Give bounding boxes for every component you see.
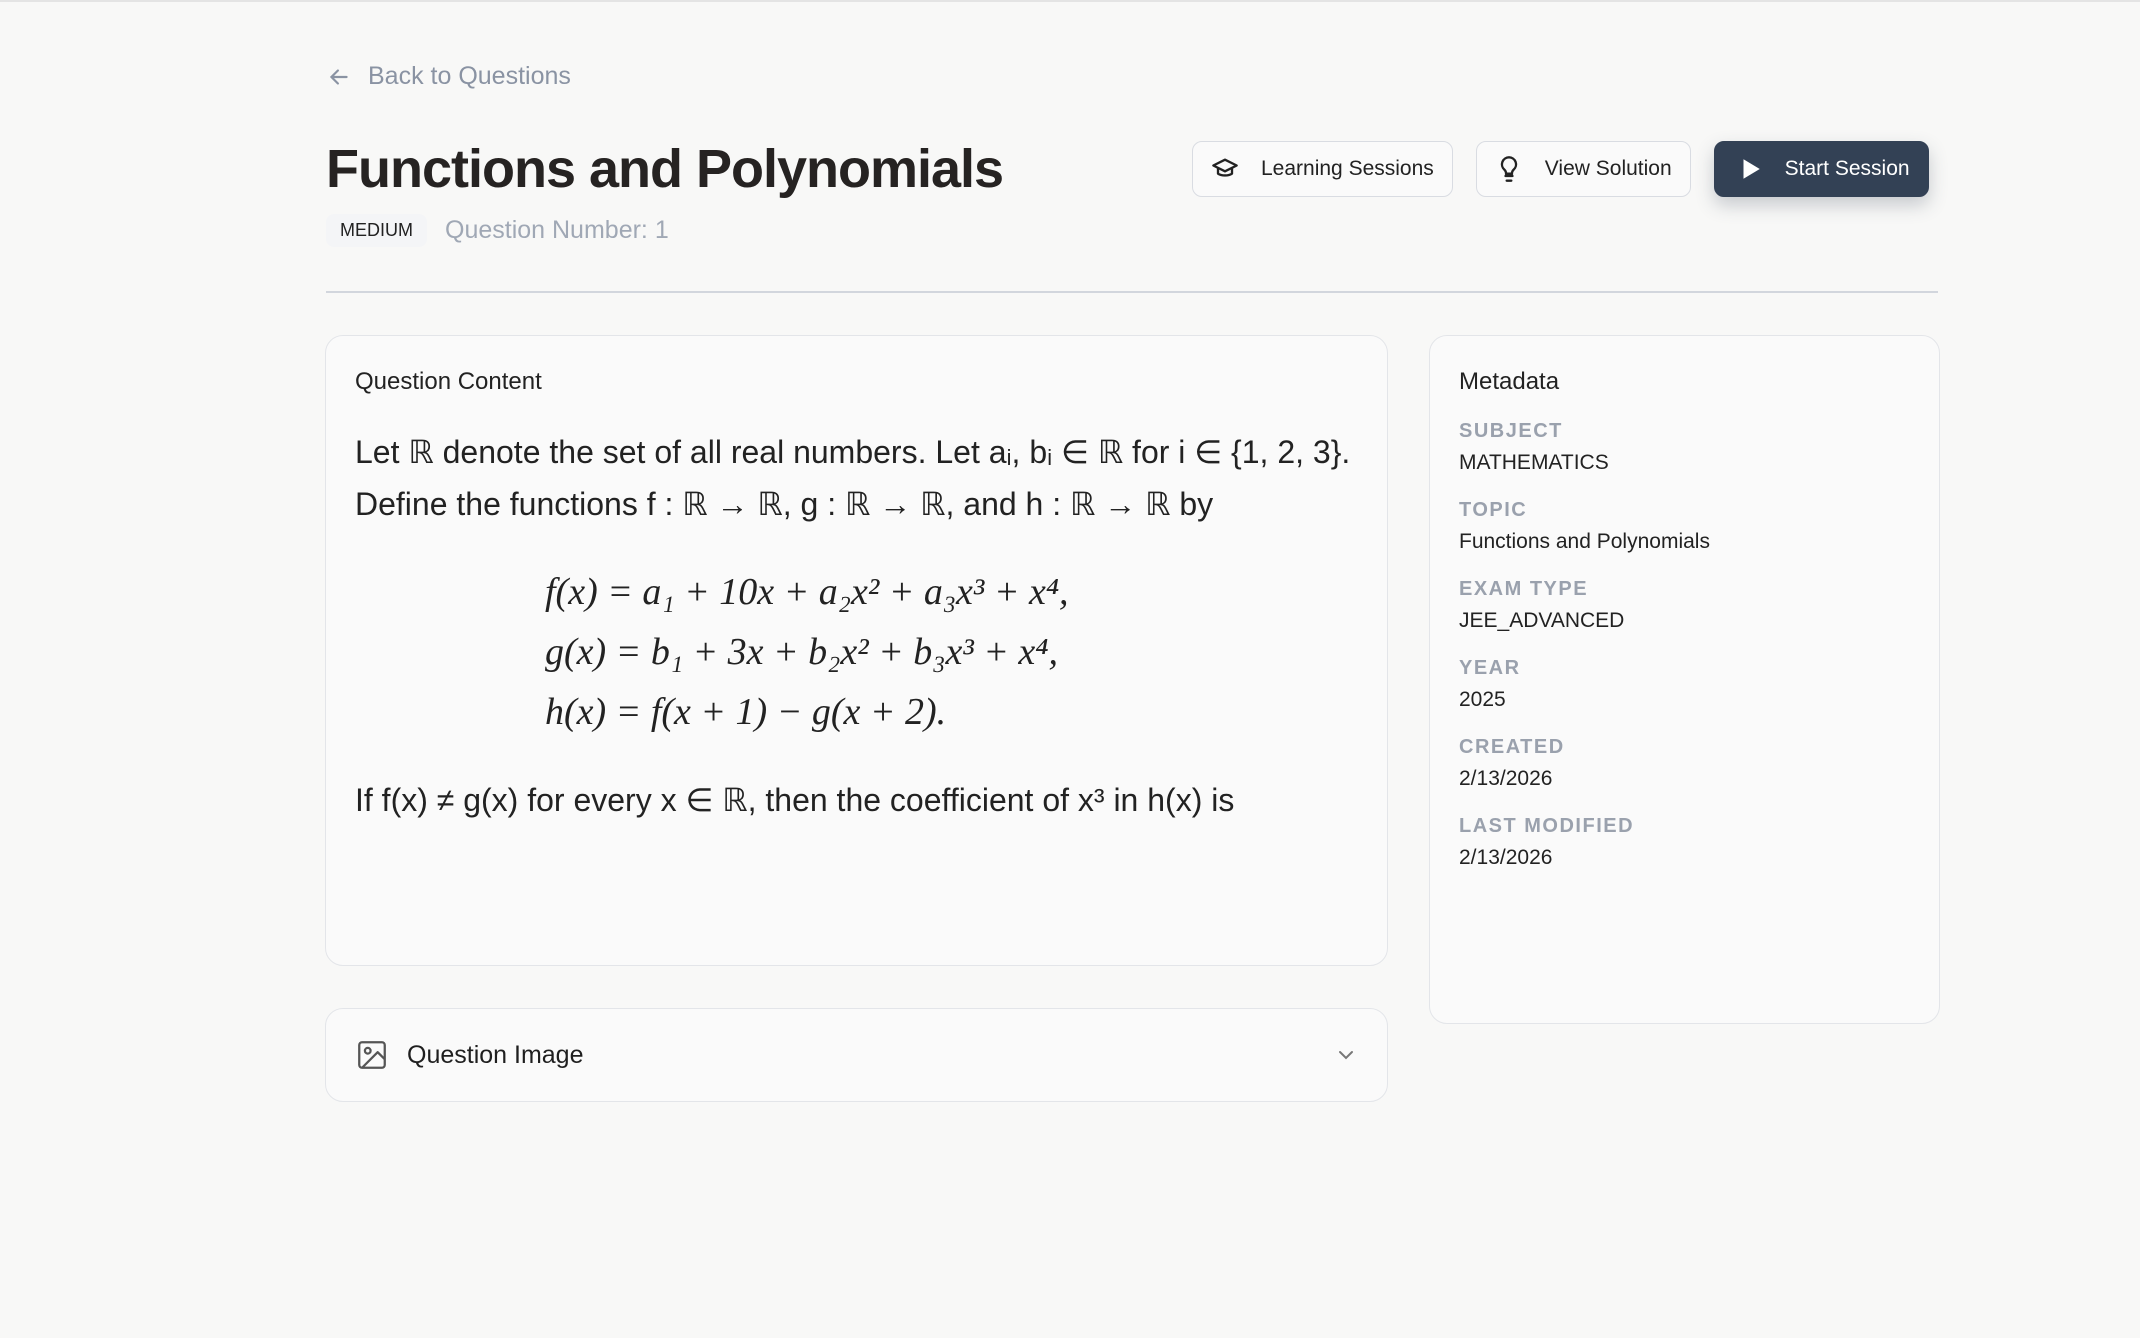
page-title: Functions and Polynomials [326,139,1004,199]
field-label: LAST MODIFIED [1459,815,1635,837]
back-to-questions-link[interactable] [326,62,571,91]
metadata-exam-type [1459,578,1910,633]
field-label: TOPIC [1459,499,1528,521]
view-solution-label: View Solution [1544,157,1672,180]
start-session-label: Start Session [1784,157,1910,180]
metadata-topic [1459,499,1910,554]
graduation-cap-icon [1211,155,1239,183]
question-content-card [325,335,1388,966]
chevron-down-icon [1334,1043,1358,1067]
field-value: MATHEMATICS [1459,451,1609,474]
field-label: CREATED [1459,736,1565,758]
equation-h: h(x) = f(x + 1) − g(x + 2). [545,691,947,733]
learning-sessions-label: Learning Sessions [1261,157,1434,180]
equation-f: f(x) = a₁ + 10x + a₂x² + a₃x³ + x⁴, [545,571,1069,613]
field-value: JEE_ADVANCED [1459,609,1625,632]
metadata-heading: Metadata [1459,368,1560,395]
learning-sessions-button[interactable] [1192,141,1453,197]
question-content-heading: Question Content [355,368,542,395]
question-number: Question Number: 1 [445,216,669,244]
equations [545,562,1358,742]
header-actions [1192,141,1929,197]
difficulty-badge: MEDIUM [326,214,427,247]
metadata-card [1429,335,1940,1024]
back-label: Back to Questions [368,62,571,90]
field-value: 2/13/2026 [1459,846,1553,869]
lightbulb-icon [1495,155,1523,183]
header-divider [326,291,1938,293]
title-meta [326,214,669,247]
metadata-last-modified [1459,815,1910,870]
question-ending: If f(x) ≠ g(x) for every x ∈ ℝ, then the coefficient of x³ in h(x) is [355,782,1235,818]
question-intro: Let ℝ denote the set of all real numbers. Let aᵢ, bᵢ ∈ ℝ for i ∈ {1, 2, 3}. Define the functions f : ℝ → ℝ, g : ℝ → ℝ, and h : ℝ → ℝ by [355,434,1351,522]
metadata-subject [1459,420,1910,475]
arrow-left-icon [326,64,352,90]
field-value: 2/13/2026 [1459,767,1553,790]
metadata-year [1459,657,1910,712]
image-icon [355,1038,389,1072]
question-image-toggle[interactable] [325,1008,1388,1102]
play-icon [1737,156,1763,182]
metadata-created [1459,736,1910,791]
field-label: YEAR [1459,657,1521,679]
start-session-button[interactable] [1714,141,1929,197]
view-solution-button[interactable] [1476,141,1691,197]
equation-g: g(x) = b₁ + 3x + b₂x² + b₃x³ + x⁴, [545,631,1058,673]
question-image-label: Question Image [407,1040,584,1069]
field-value: Functions and Polynomials [1459,530,1710,553]
field-value: 2025 [1459,688,1506,711]
field-label: EXAM TYPE [1459,578,1589,600]
field-label: SUBJECT [1459,420,1563,442]
